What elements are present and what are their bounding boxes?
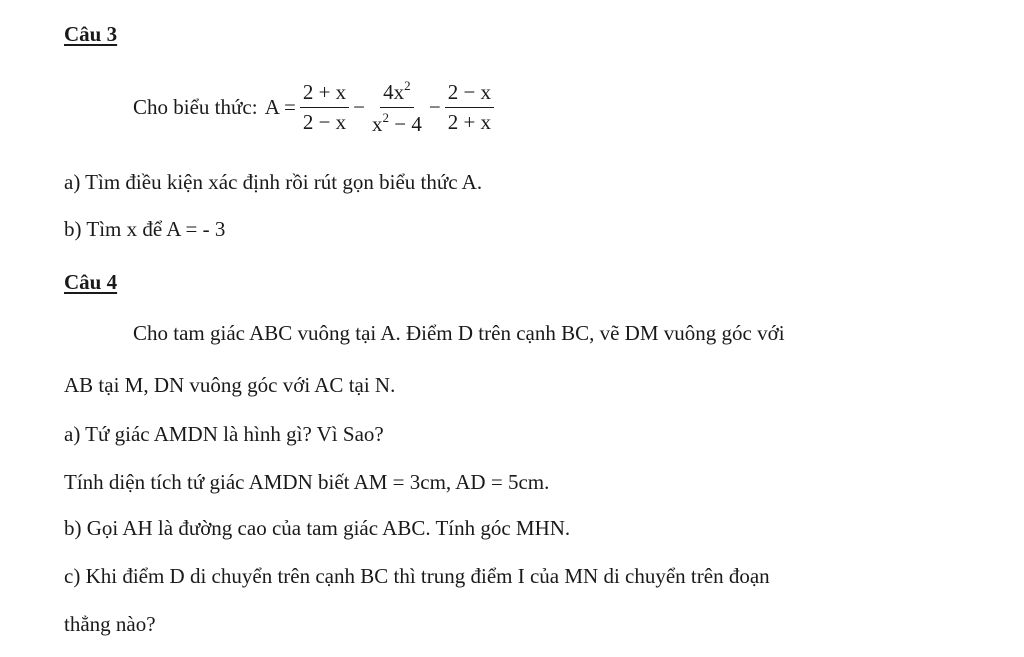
formula-minus-1: − [353, 95, 365, 119]
question-4-part-b: b) Gọi AH là đường cao của tam giác ABC. Tính góc MHN. [64, 516, 571, 540]
question-3-heading: Câu 3 [64, 22, 118, 46]
expression-intro: Cho biểu thức: [133, 95, 258, 119]
fraction-2-denominator: $x^2 - 4$ [372, 110, 422, 136]
fraction-3-denominator: 2 + x [447, 110, 492, 134]
formula-equals: = [283, 95, 296, 119]
question-3-expression [133, 78, 496, 137]
question-4-heading: Câu 4 [64, 270, 118, 294]
formula-A [263, 78, 496, 137]
question-4-part-a-area: Tính diện tích tứ giác AMDN biết AM = 3cm, AD = 5cm. [64, 470, 550, 494]
formula-minus-2: − [428, 95, 441, 119]
question-3-part-a: a) Tìm điều kiện xác định rồi rút gọn biểu thức A. [64, 170, 483, 194]
question-4-paragraph-line-1: Cho tam giác ABC vuông tại A. Điểm D trên cạnh BC, vẽ DM vuông góc với [133, 321, 785, 345]
fraction-1 [300, 80, 349, 135]
fraction-2 [369, 78, 425, 137]
fraction-2-numerator: $4x^2$ [380, 78, 414, 108]
formula-lhs: A [264, 95, 280, 119]
fraction-1-denominator: 2 − x [302, 110, 347, 134]
question-3-part-b: b) Tìm x để A = - 3 [64, 217, 226, 241]
question-4-part-c-line-1: c) Khi điểm D di chuyển trên cạnh BC thì trung điểm I của MN di chuyển trên đoạn [64, 564, 770, 588]
fraction-1-numerator: 2 + x [300, 80, 349, 108]
fraction-3 [445, 80, 494, 135]
fraction-3-numerator: 2 − x [445, 80, 494, 108]
question-4-part-a: a) Tứ giác AMDN là hình gì? Vì Sao? [64, 422, 384, 446]
question-4-part-c-line-2: thẳng nào? [64, 612, 156, 636]
question-4-paragraph-line-2: AB tại M, DN vuông góc với AC tại N. [64, 373, 396, 397]
